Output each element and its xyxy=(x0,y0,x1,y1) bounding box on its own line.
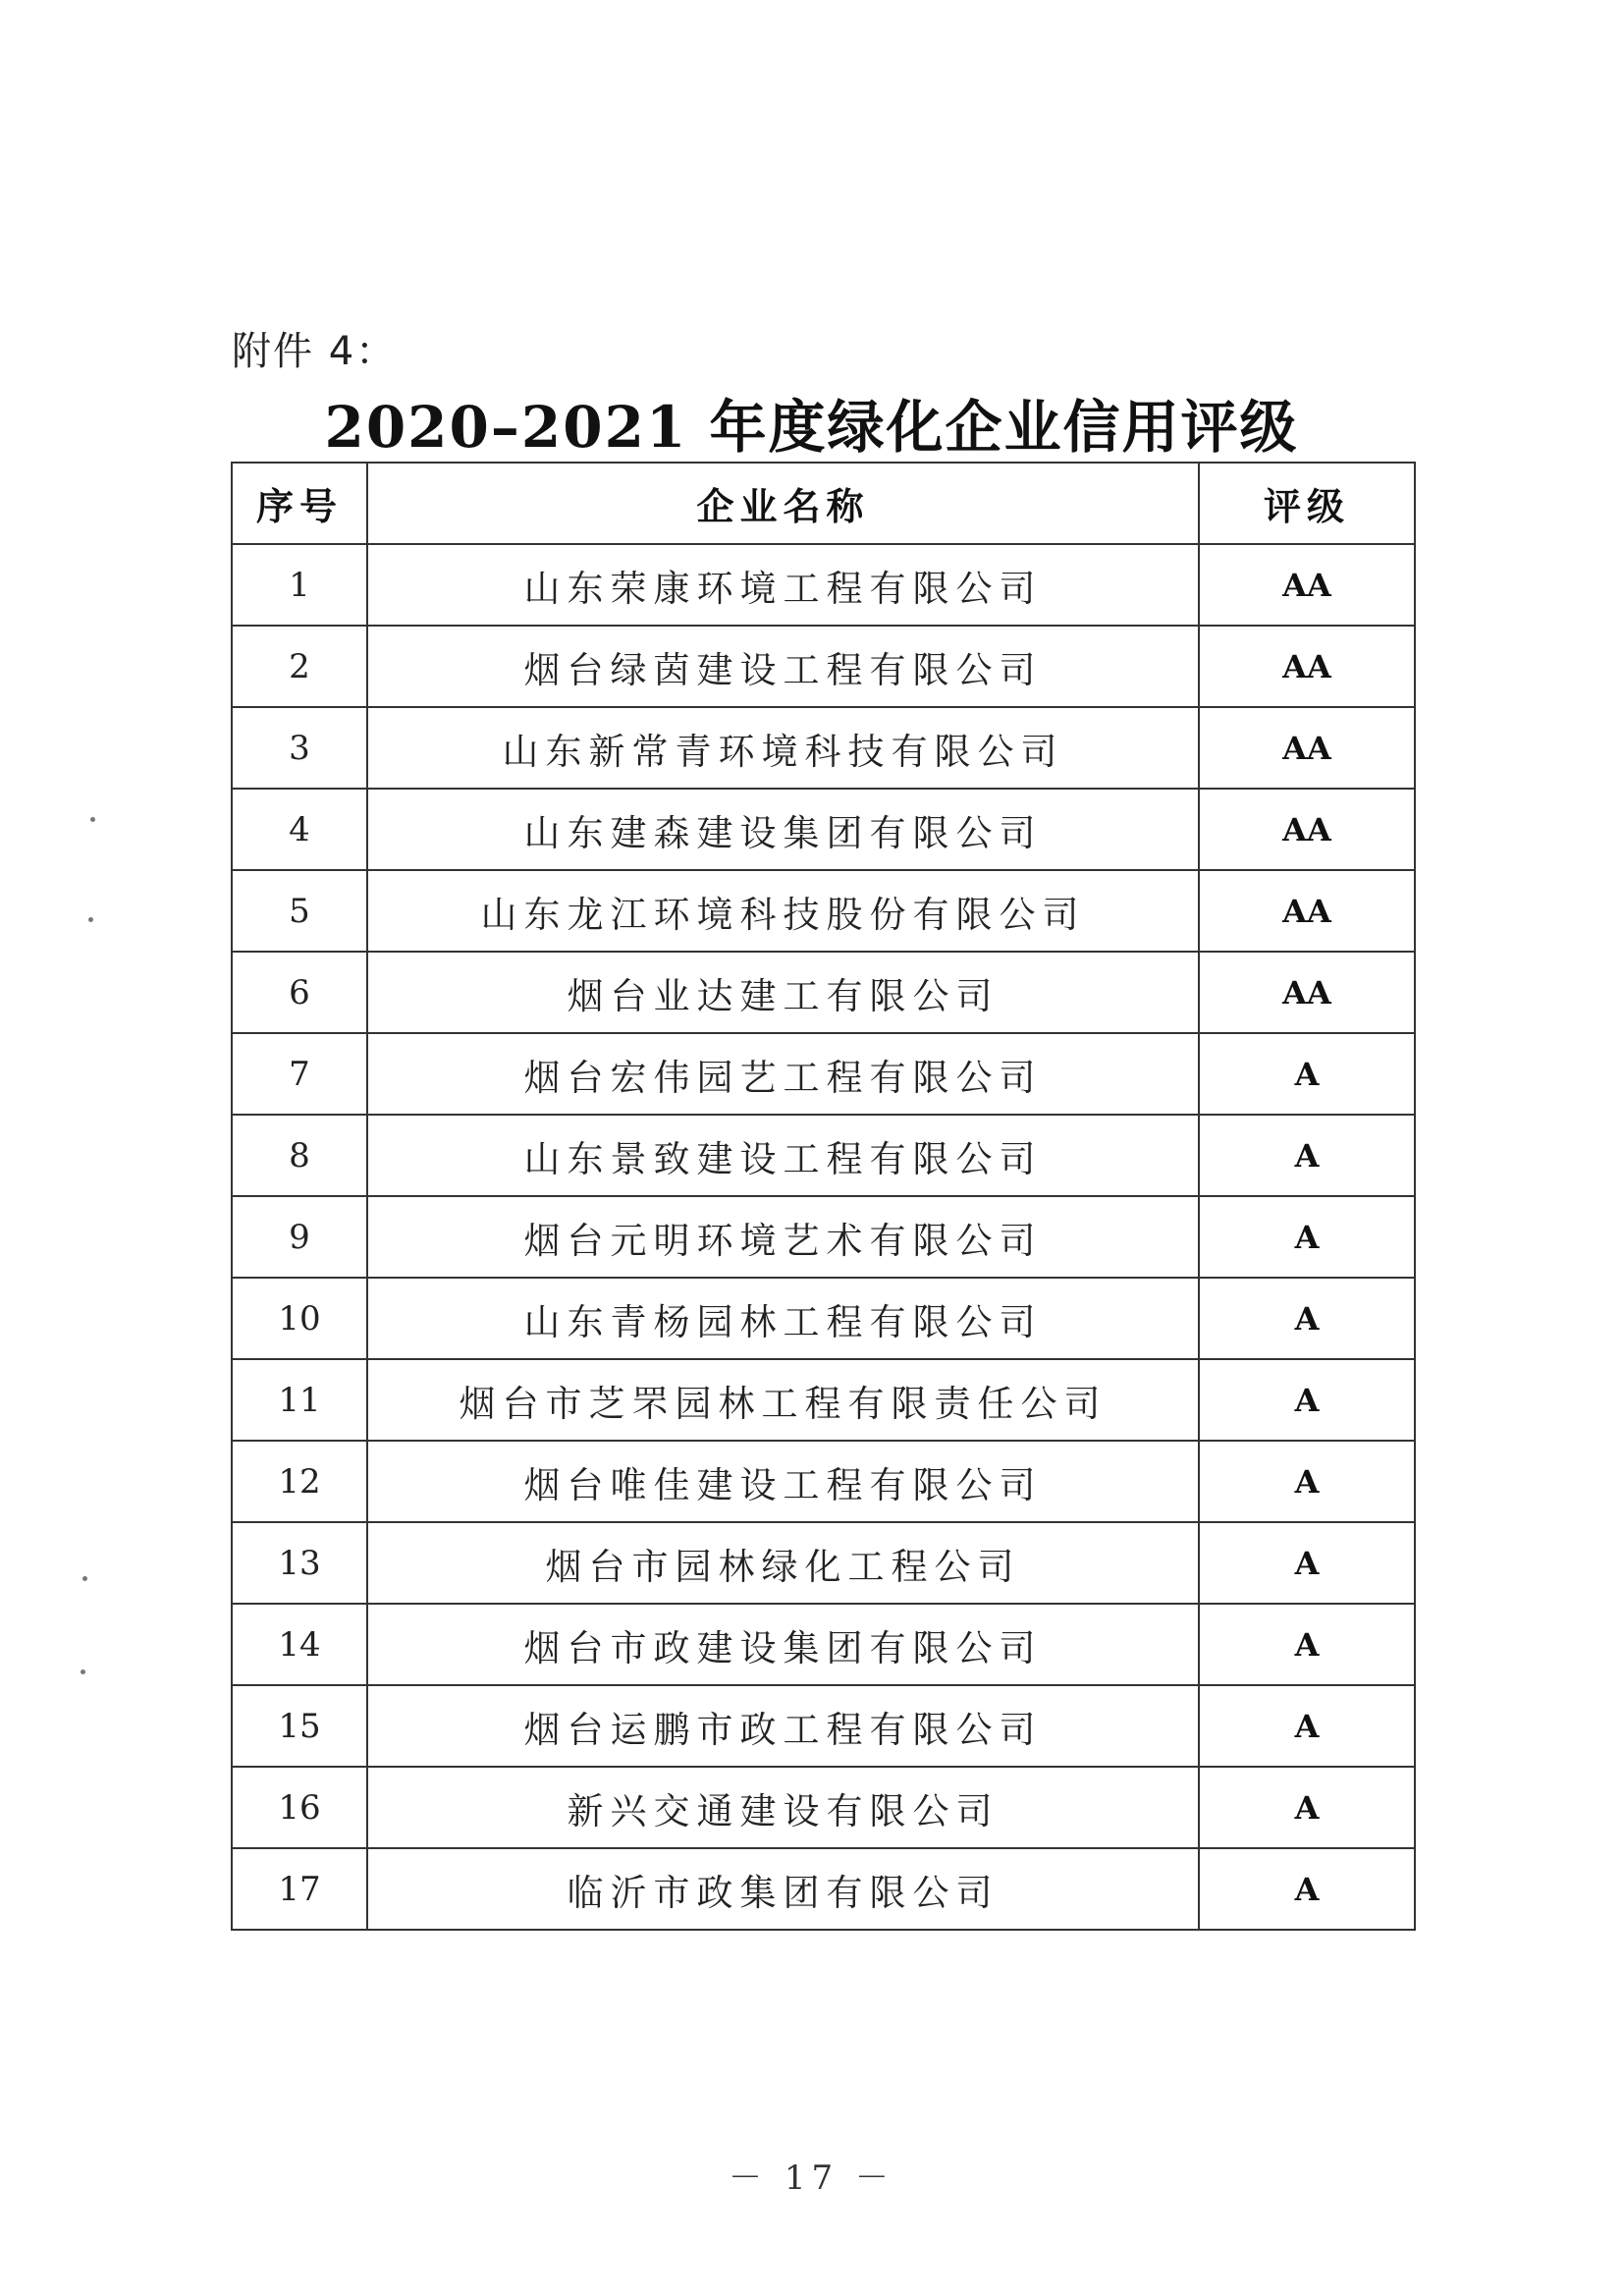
row-serial-number: 17 xyxy=(232,1848,367,1930)
row-serial-number: 8 xyxy=(232,1115,367,1196)
scan-speck xyxy=(82,1576,87,1581)
row-rating: A xyxy=(1199,1685,1415,1767)
row-rating: AA xyxy=(1199,789,1415,870)
row-company-name: 山东建森建设集团有限公司 xyxy=(367,789,1199,870)
row-company-name: 烟台元明环境艺术有限公司 xyxy=(367,1196,1199,1278)
row-rating: AA xyxy=(1199,870,1415,952)
row-company-name: 烟台唯佳建设工程有限公司 xyxy=(367,1441,1199,1522)
row-company-name: 山东景致建设工程有限公司 xyxy=(367,1115,1199,1196)
header-serial-number: 序号 xyxy=(232,463,367,544)
table-row xyxy=(232,1604,1415,1685)
row-serial-number: 16 xyxy=(232,1767,367,1848)
row-rating: A xyxy=(1199,1359,1415,1441)
row-rating: A xyxy=(1199,1604,1415,1685)
row-rating: A xyxy=(1199,1767,1415,1848)
row-serial-number: 7 xyxy=(232,1033,367,1115)
row-rating: A xyxy=(1199,1196,1415,1278)
row-company-name: 烟台市芝罘园林工程有限责任公司 xyxy=(367,1359,1199,1441)
row-company-name: 烟台宏伟园艺工程有限公司 xyxy=(367,1033,1199,1115)
row-serial-number: 1 xyxy=(232,544,367,626)
table-header-row xyxy=(232,463,1415,544)
row-serial-number: 4 xyxy=(232,789,367,870)
table-row xyxy=(232,1848,1415,1930)
table-row xyxy=(232,544,1415,626)
row-company-name: 山东龙江环境科技股份有限公司 xyxy=(367,870,1199,952)
table-row xyxy=(232,1115,1415,1196)
table-row xyxy=(232,707,1415,789)
table-row xyxy=(232,1359,1415,1441)
table-row xyxy=(232,1767,1415,1848)
table-row xyxy=(232,1033,1415,1115)
page-number: － 17 － xyxy=(729,2159,894,2198)
row-company-name: 烟台运鹏市政工程有限公司 xyxy=(367,1685,1199,1767)
table-row xyxy=(232,1441,1415,1522)
table-row xyxy=(232,1522,1415,1604)
row-company-name: 山东荣康环境工程有限公司 xyxy=(367,544,1199,626)
header-rating: 评级 xyxy=(1199,463,1415,544)
scan-speck xyxy=(81,1669,85,1674)
row-rating: A xyxy=(1199,1441,1415,1522)
row-company-name: 烟台市政建设集团有限公司 xyxy=(367,1604,1199,1685)
table-row xyxy=(232,1278,1415,1359)
row-serial-number: 12 xyxy=(232,1441,367,1522)
row-rating: A xyxy=(1199,1033,1415,1115)
row-serial-number: 11 xyxy=(232,1359,367,1441)
row-rating: A xyxy=(1199,1848,1415,1930)
row-serial-number: 10 xyxy=(232,1278,367,1359)
row-serial-number: 5 xyxy=(232,870,367,952)
table-row xyxy=(232,626,1415,707)
row-company-name: 山东青杨园林工程有限公司 xyxy=(367,1278,1199,1359)
row-serial-number: 3 xyxy=(232,707,367,789)
row-company-name: 烟台绿茵建设工程有限公司 xyxy=(367,626,1199,707)
row-serial-number: 2 xyxy=(232,626,367,707)
table-row xyxy=(232,1685,1415,1767)
row-serial-number: 15 xyxy=(232,1685,367,1767)
row-serial-number: 13 xyxy=(232,1522,367,1604)
row-company-name: 烟台业达建工有限公司 xyxy=(367,952,1199,1033)
row-rating: AA xyxy=(1199,952,1415,1033)
row-rating: AA xyxy=(1199,544,1415,626)
row-serial-number: 14 xyxy=(232,1604,367,1685)
row-rating: A xyxy=(1199,1278,1415,1359)
row-serial-number: 6 xyxy=(232,952,367,1033)
row-serial-number: 9 xyxy=(232,1196,367,1278)
table-row xyxy=(232,1196,1415,1278)
row-company-name: 临沂市政集团有限公司 xyxy=(367,1848,1199,1930)
row-company-name: 烟台市园林绿化工程公司 xyxy=(367,1522,1199,1604)
scan-speck xyxy=(88,917,93,922)
table-row xyxy=(232,952,1415,1033)
row-rating: A xyxy=(1199,1522,1415,1604)
attachment-label: 附件 4： xyxy=(232,329,398,374)
row-rating: AA xyxy=(1199,707,1415,789)
document-title: 2020–2021 年度绿化企业信用评级 xyxy=(324,394,1299,461)
table-row xyxy=(232,870,1415,952)
row-company-name: 山东新常青环境科技有限公司 xyxy=(367,707,1199,789)
row-rating: AA xyxy=(1199,626,1415,707)
credit-rating-table xyxy=(231,462,1416,1931)
row-rating: A xyxy=(1199,1115,1415,1196)
scan-speck xyxy=(90,817,95,822)
table-row xyxy=(232,789,1415,870)
header-company-name: 企业名称 xyxy=(367,463,1199,544)
row-company-name: 新兴交通建设有限公司 xyxy=(367,1767,1199,1848)
